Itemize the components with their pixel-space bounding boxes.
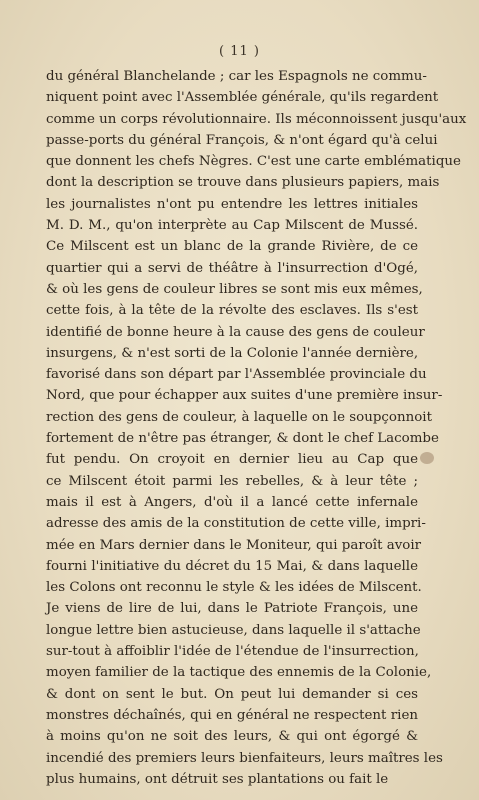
text-line: favorisé dans son départ par l'Assemblée provinciale du <box>46 367 427 383</box>
text-line: incendié des premiers leurs bienfaiteurs, leurs maîtres les <box>46 750 443 766</box>
text-line: ce Milscent étoit parmi les rebelles, & à leur tête ; <box>46 473 418 489</box>
text-line: rection des gens de couleur, à laquelle on le soupçonnoit <box>46 409 432 425</box>
text-line: comme un corps révolutionnaire. Ils méconnoissent jusqu'aux <box>46 111 467 127</box>
text-line: passe-ports du général François, & n'ont égard qu'à celui <box>46 132 438 148</box>
text-line: monstres déchaînés, qui en général ne respectent rien <box>46 707 418 723</box>
text-line: M. D. M., qu'on interprète au Cap Milscent de Mussé. <box>46 218 418 234</box>
text-line: à moins qu'on ne soit des leurs, & qui ont égorgé & <box>46 729 418 745</box>
text-line: mée en Mars dernier dans le Moniteur, qui paroît avoir <box>46 537 422 553</box>
text-line: mais il est à Angers, d'où il a lancé cette infernale <box>46 494 418 510</box>
page-number: ( 11 ) <box>219 44 260 59</box>
text-line: fortement de n'être pas étranger, & dont le chef Lacombe <box>46 431 439 447</box>
text-line: cette fois, à la tête de la révolte des esclaves. Ils s'est <box>46 303 418 319</box>
text-line: fourni l'initiative du décret du 15 Mai, & dans laquelle <box>46 558 418 574</box>
text-line: insurgens, & n'est sorti de la Colonie l'année dernière, <box>46 345 419 361</box>
text-line: les journalistes n'ont pu entendre les lettres initiales <box>46 196 418 212</box>
text-line: identifié de bonne heure à la cause des gens de couleur <box>46 324 425 340</box>
text-line: fut pendu. On croyoit en dernier lieu au Cap que <box>46 452 418 468</box>
text-line: sur-tout à affoiblir l'idée de l'étendue de l'insurrection, <box>46 644 419 660</box>
text-line: moyen familier de la tactique des ennemis de la Colonie, <box>46 665 432 681</box>
text-line: quartier qui a servi de théâtre à l'insurrection d'Ogé, <box>46 260 418 276</box>
text-line: Nord, que pour échapper aux suites d'une première insur- <box>46 388 443 404</box>
ink-stain <box>420 452 434 464</box>
text-line: dont la description se trouve dans plusieurs papiers, mais <box>46 175 440 191</box>
text-line: Je viens de lire de lui, dans le Patriote François, une <box>46 601 418 617</box>
text-line: & dont on sent le but. On peut lui demander si ces <box>46 686 418 702</box>
text-line: Ce Milscent est un blanc de la grande Rivière, de ce <box>46 239 418 255</box>
text-line: les Colons ont reconnu le style & les idées de Milscent. <box>46 580 422 596</box>
text-line: & où les gens de couleur libres se sont mis eux mêmes, <box>46 281 423 297</box>
text-line: du général Blanchelande ; car les Espagnols ne commu- <box>46 69 427 84</box>
body-text <box>46 66 467 790</box>
text-line: adresse des amis de la constitution de cette ville, impri- <box>46 516 426 532</box>
text-line: que donnent les chefs Nègres. C'est une carte emblématique <box>46 154 461 170</box>
text-line: plus humains, ont détruit ses plantations ou fait le <box>46 771 389 787</box>
text-line: longue lettre bien astucieuse, dans laquelle il s'attache <box>46 622 421 638</box>
text-line: niquent point avec l'Assemblée générale, qu'ils regardent <box>46 90 439 106</box>
